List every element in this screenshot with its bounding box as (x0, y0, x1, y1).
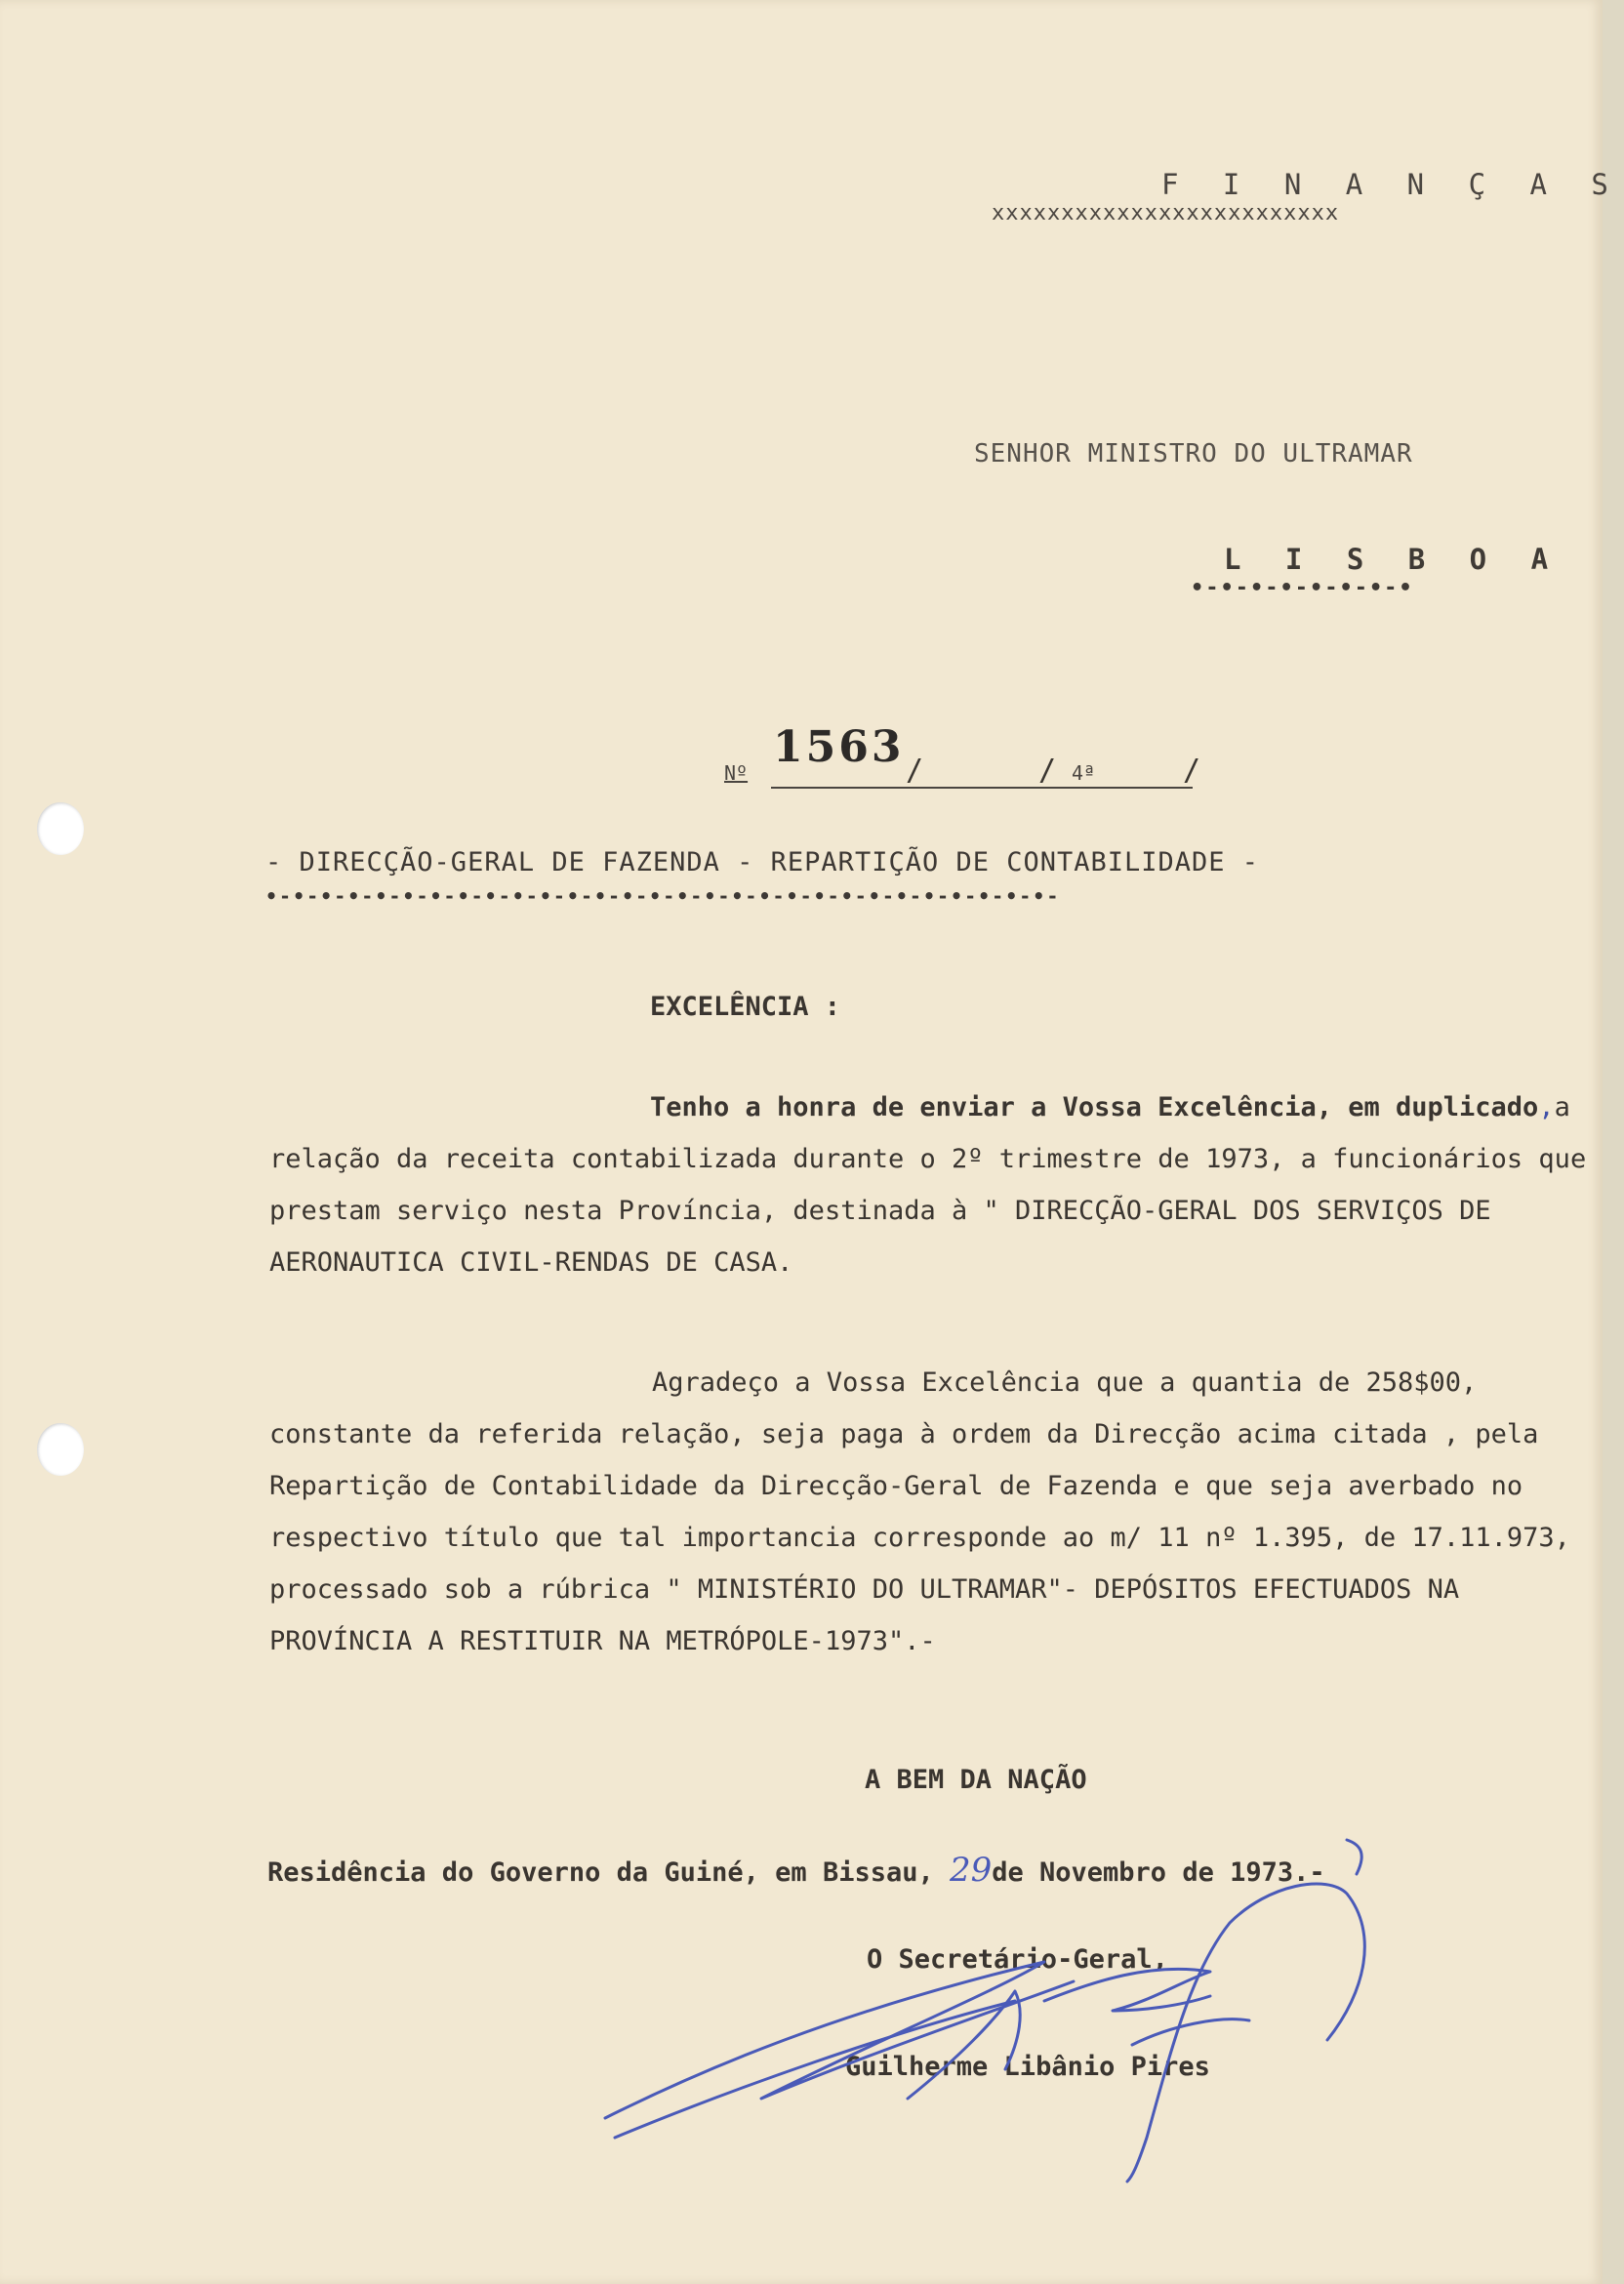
department-underline: •-•-•-•-•-•-•-•-•-•-•-•-•-•-•-•-•-•-•-•-•-•-•-•-•-•-•-•-•- (265, 884, 1061, 908)
reference-underline (771, 787, 1193, 789)
department-heading: - DIRECÇÃO-GERAL DE FAZENDA - REPARTIÇÃO DE CONTABILIDADE - (265, 847, 1260, 877)
reference-stamped-number: 1563 (773, 722, 905, 772)
paragraph-1 (269, 1081, 1597, 1288)
signatory-title: O Secretário-Geral, (867, 1944, 1168, 1975)
handwritten-signature (586, 1815, 1386, 2186)
salutation: EXCELÊNCIA : (650, 992, 841, 1022)
reference-prefix: Nº (724, 761, 749, 785)
paragraph-1-lead: Tenho a honra de enviar a Vossa Excelência, em duplicado (650, 1092, 1539, 1122)
punch-hole (37, 1423, 84, 1476)
signatory-name: Guilherme Libânio Pires (845, 2052, 1210, 2082)
paragraph-1-rest: a relação da receita contabilizada durante o 2º trimestre de 1973, a funcionários que prestam serviço nesta Província, destinada à " DIRECÇÃO-GERAL DOS SERVIÇOS DE AERONAUTICA CIVIL-RENDAS DE CASA. (269, 1092, 1587, 1278)
handwritten-day: 29 (949, 1851, 993, 1890)
punch-hole (37, 802, 84, 855)
reference-slash: / (906, 754, 924, 788)
reference-slash: / (1038, 754, 1057, 788)
closing-formula: A BEM DA NAÇÃO (865, 1765, 1087, 1795)
date-month-year: de Novembro de 1973.- (992, 1857, 1325, 1888)
paragraph-2: Agradeço a Vossa Excelência que a quantia de 258$00, constante da referida relação, seja paga à ordem da Direcção acima citada , pela Repartição de Contabilidade da Direcção-Geral de Fazenda e que seja averbado no respectivo título que tal importancia corresponde ao m/ 11 nº 1.395, de 17.11.973, processado sob a rúbrica " MINISTÉRIO DO ULTRAMAR"- DEPÓSITOS EFECTUADOS NA PROVÍNCIA A RESTITUIR NA METRÓPOLE-1973".- (269, 1367, 1570, 1656)
recipient-line: SENHOR MINISTRO DO ULTRAMAR (974, 439, 1413, 469)
ministry-strikeline: xxxxxxxxxxxxxxxxxxxxxxxxx (992, 201, 1340, 225)
city-underline: •-•-•-•-•-•-•-• (1191, 576, 1414, 600)
reference-number (724, 722, 1201, 791)
recipient-city: L I S B O A (1224, 543, 1563, 576)
ministry-heading: F I N A N Ç A S (1161, 168, 1622, 201)
reference-section: 4ª (1072, 761, 1096, 785)
handwritten-comma: , (1538, 1092, 1555, 1122)
date-place: Residência do Governo da Guiné, em Bissau, (267, 1857, 950, 1888)
reference-slash: / (1183, 754, 1201, 788)
